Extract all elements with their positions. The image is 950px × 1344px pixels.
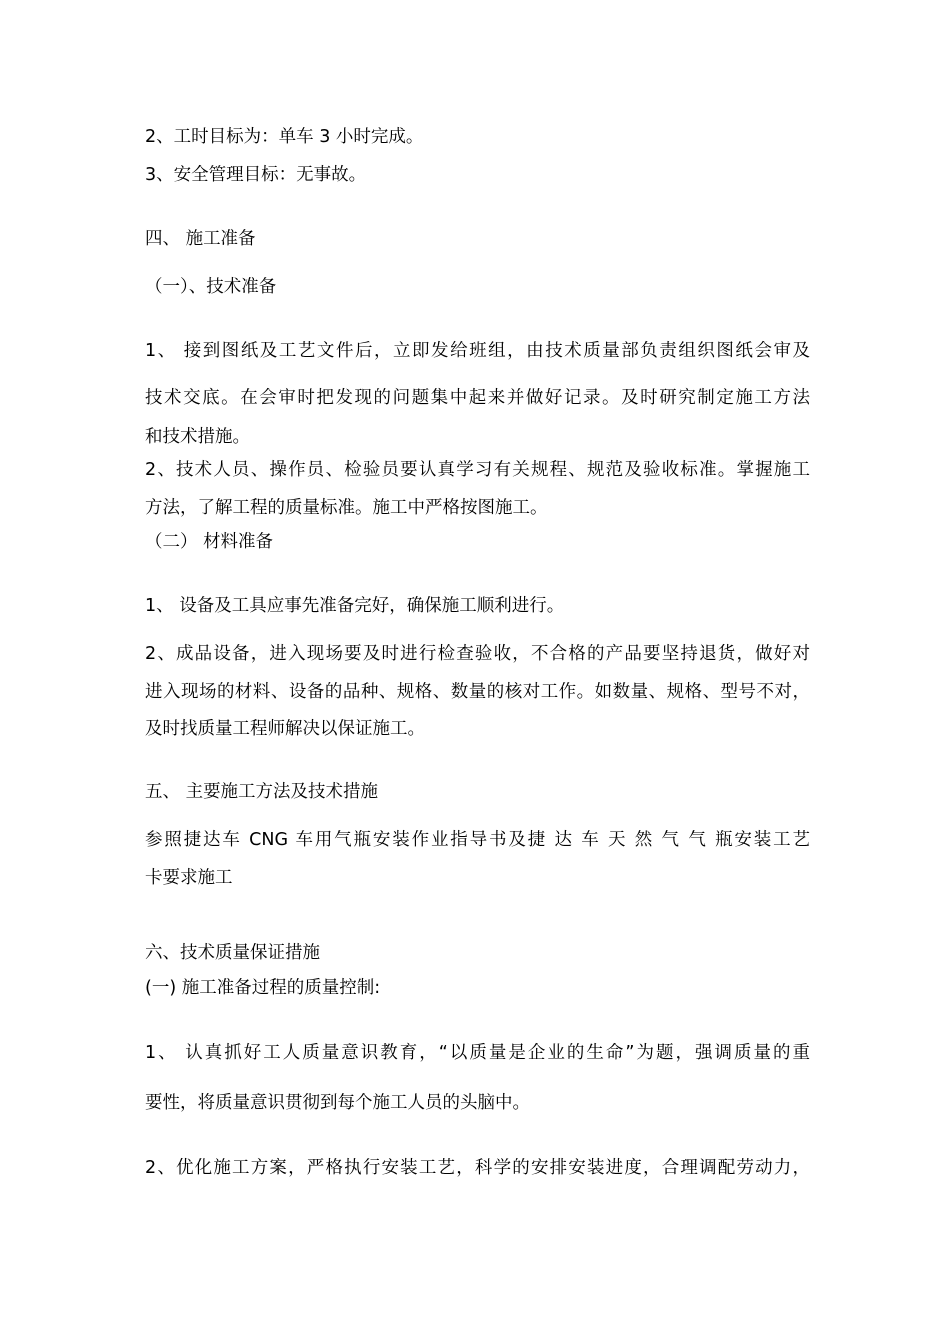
section-heading: 四、 施工准备 xyxy=(145,229,256,249)
text-line: 要性，将质量意识贯彻到每个施工人员的头脑中。 xyxy=(145,1093,530,1113)
text-line: 2、技术人员、操作员、检验员要认真学习有关规程、规范及验收标准。掌握施工 xyxy=(145,460,810,480)
text-line: 卡要求施工 xyxy=(145,868,233,888)
text-line: 2、工时目标为：单车 3 小时完成。 xyxy=(145,127,424,147)
text-line: 2、优化施工方案，严格执行安装工艺，科学的安排安装进度，合理调配劳动力， xyxy=(145,1158,810,1178)
text-line: 1、 设备及工具应事先准备完好，确保施工顺利进行。 xyxy=(145,596,565,616)
text-line: 进入现场的材料、设备的品种、规格、数量的核对工作。如数量、规格、型号不对， xyxy=(145,682,810,702)
subsection-heading: （一）、技术准备 xyxy=(145,277,277,297)
text-line: 技术交底。在会审时把发现的问题集中起来并做好记录。及时研究制定施工方法 xyxy=(145,388,810,408)
section-heading: 六、技术质量保证措施 xyxy=(145,943,320,963)
subsection-heading: (一) 施工准备过程的质量控制: xyxy=(145,978,381,998)
subsection-heading: （二） 材料准备 xyxy=(145,532,274,552)
text-line: 3、安全管理目标：无事故。 xyxy=(145,165,367,185)
text-line: 及时找质量工程师解决以保证施工。 xyxy=(145,719,425,739)
text-line: 和技术措施。 xyxy=(145,427,250,447)
section-heading: 五、 主要施工方法及技术措施 xyxy=(145,782,379,802)
text-line: 方法，了解工程的质量标准。施工中严格按图施工。 xyxy=(145,498,548,518)
text-line: 2、成品设备，进入现场要及时进行检查验收，不合格的产品要坚持退货，做好对 xyxy=(145,644,810,664)
text-line: 1、 接到图纸及工艺文件后，立即发给班组，由技术质量部负责组织图纸会审及 xyxy=(145,341,810,361)
text-line: 参照捷达车 CNG 车用气瓶安装作业指导书及捷 达 车 天 然 气 气 瓶安装工艺 xyxy=(145,830,810,850)
text-line: 1、 认真抓好工人质量意识教育，“以质量是企业的生命”为题，强调质量的重 xyxy=(145,1043,810,1063)
